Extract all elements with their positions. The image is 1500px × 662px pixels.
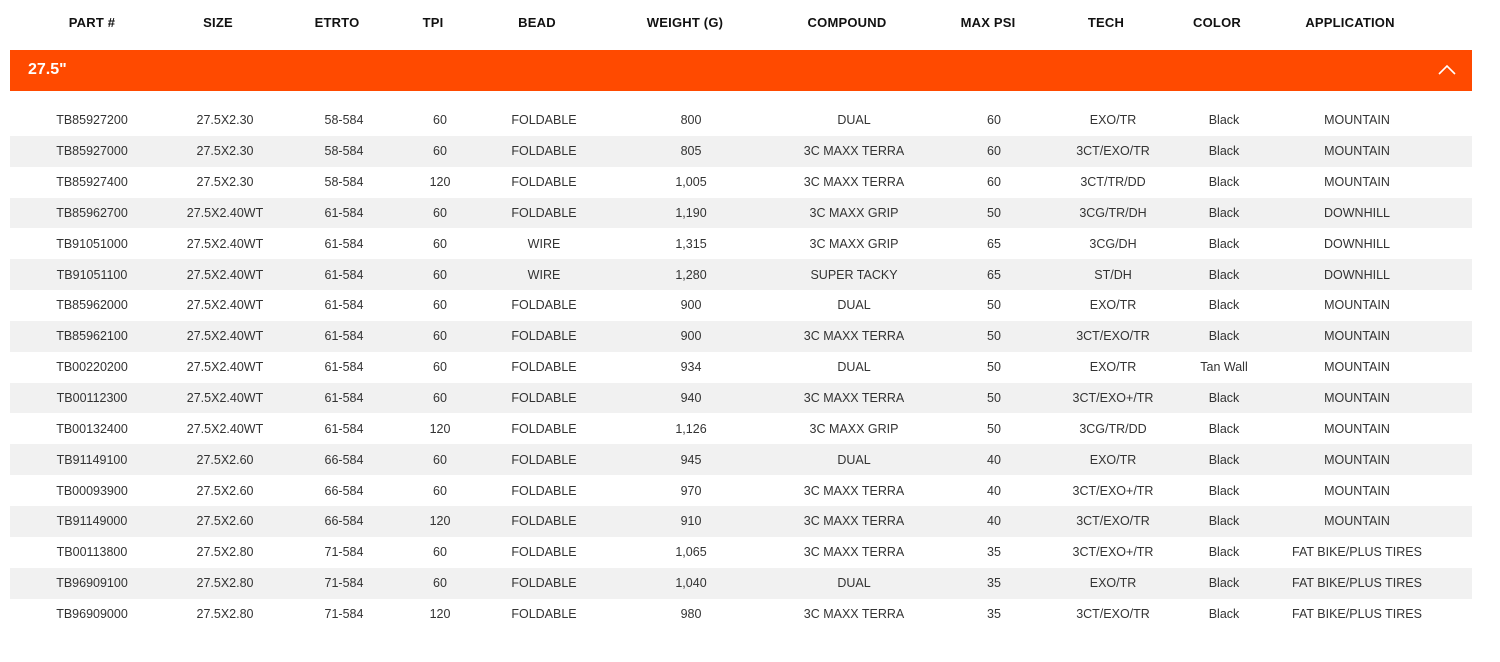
table-row [10, 568, 1472, 599]
cell-application: DOWNHILL [1324, 267, 1390, 282]
table-row [10, 537, 1472, 568]
cell-etrto: 58-584 [324, 144, 364, 159]
cell-compound: 3C MAXX TERRA [803, 545, 905, 560]
cell-part-number: TB85927000 [56, 144, 128, 159]
cell-tech: 3CG/DH [1089, 236, 1137, 251]
cell-tech: 3CT/EXO/TR [1076, 514, 1150, 529]
cell-weight: 934 [680, 360, 702, 375]
cell-tpi: 120 [429, 175, 451, 190]
chevron-up-icon[interactable] [1438, 63, 1456, 77]
cell-max-psi: 40 [987, 452, 1001, 467]
table-row [10, 136, 1472, 167]
cell-etrto: 61-584 [324, 421, 364, 436]
cell-weight: 970 [680, 483, 702, 498]
cell-max-psi: 50 [987, 421, 1001, 436]
cell-color: Black [1208, 606, 1240, 621]
cell-tpi: 60 [433, 452, 447, 467]
cell-weight: 1,315 [675, 236, 707, 251]
cell-size: 27.5X2.30 [196, 175, 254, 190]
header-tpi: TPI [422, 15, 444, 30]
cell-part-number: TB00220200 [56, 360, 128, 375]
cell-tech: 3CT/EXO+/TR [1072, 391, 1154, 406]
cell-compound: 3C MAXX TERRA [803, 329, 905, 344]
header-max-psi: MAX PSI [960, 15, 1016, 30]
cell-bead: FOLDABLE [511, 205, 577, 220]
cell-compound: SUPER TACKY [810, 267, 898, 282]
cell-max-psi: 65 [987, 236, 1001, 251]
cell-application: MOUNTAIN [1324, 329, 1390, 344]
cell-tpi: 60 [433, 483, 447, 498]
cell-compound: DUAL [837, 576, 871, 591]
cell-weight: 900 [680, 329, 702, 344]
cell-tech: EXO/TR [1089, 452, 1137, 467]
cell-weight: 980 [680, 606, 702, 621]
cell-size: 27.5X2.60 [196, 452, 254, 467]
cell-application: MOUNTAIN [1324, 113, 1390, 128]
cell-color: Black [1208, 545, 1240, 560]
header-compound: COMPOUND [807, 15, 887, 30]
cell-color: Black [1208, 483, 1240, 498]
section-title: 27.5" [28, 61, 67, 78]
cell-weight: 1,280 [675, 267, 707, 282]
cell-etrto: 61-584 [324, 205, 364, 220]
cell-tpi: 120 [429, 421, 451, 436]
cell-bead: FOLDABLE [511, 576, 577, 591]
cell-bead: WIRE [527, 267, 561, 282]
cell-compound: 3C MAXX TERRA [803, 483, 905, 498]
table-row [10, 352, 1472, 383]
cell-application: MOUNTAIN [1324, 391, 1390, 406]
cell-size: 27.5X2.40WT [186, 329, 264, 344]
cell-etrto: 61-584 [324, 360, 364, 375]
cell-weight: 1,126 [675, 421, 707, 436]
cell-tpi: 60 [433, 113, 447, 128]
table-row [10, 444, 1472, 475]
cell-size: 27.5X2.40WT [186, 298, 264, 313]
cell-size: 27.5X2.80 [196, 545, 254, 560]
cell-size: 27.5X2.40WT [186, 267, 264, 282]
cell-part-number: TB85962700 [56, 205, 128, 220]
cell-tech: 3CT/EXO/TR [1076, 144, 1150, 159]
cell-bead: FOLDABLE [511, 391, 577, 406]
cell-max-psi: 35 [987, 606, 1001, 621]
cell-etrto: 71-584 [324, 576, 364, 591]
cell-max-psi: 50 [987, 360, 1001, 375]
cell-weight: 940 [680, 391, 702, 406]
cell-tpi: 60 [433, 298, 447, 313]
cell-application: MOUNTAIN [1324, 514, 1390, 529]
cell-part-number: TB85962000 [56, 298, 128, 313]
cell-max-psi: 50 [987, 391, 1001, 406]
header-part-number: PART # [68, 15, 116, 30]
cell-size: 27.5X2.40WT [186, 421, 264, 436]
cell-tech: 3CT/EXO/TR [1076, 606, 1150, 621]
cell-bead: FOLDABLE [511, 452, 577, 467]
cell-color: Black [1208, 421, 1240, 436]
cell-weight: 945 [680, 452, 702, 467]
cell-compound: DUAL [837, 452, 871, 467]
cell-tpi: 60 [433, 205, 447, 220]
cell-bead: FOLDABLE [511, 514, 577, 529]
cell-compound: 3C MAXX GRIP [809, 236, 899, 251]
cell-max-psi: 50 [987, 298, 1001, 313]
cell-part-number: TB96909000 [56, 606, 128, 621]
cell-color: Black [1208, 391, 1240, 406]
table-row [10, 321, 1472, 352]
cell-bead: WIRE [527, 236, 561, 251]
cell-max-psi: 40 [987, 514, 1001, 529]
cell-bead: FOLDABLE [511, 360, 577, 375]
cell-bead: FOLDABLE [511, 113, 577, 128]
section-toggle-27-5[interactable] [10, 50, 1472, 91]
cell-size: 27.5X2.80 [196, 606, 254, 621]
cell-bead: FOLDABLE [511, 175, 577, 190]
cell-size: 27.5X2.60 [196, 483, 254, 498]
cell-compound: 3C MAXX GRIP [809, 205, 899, 220]
cell-tech: 3CG/TR/DH [1079, 205, 1147, 220]
header-etrto: ETRTO [314, 15, 360, 30]
cell-weight: 805 [680, 144, 702, 159]
cell-application: FAT BIKE/PLUS TIRES [1292, 606, 1422, 621]
cell-compound: 3C MAXX TERRA [803, 175, 905, 190]
header-color: COLOR [1193, 15, 1241, 30]
header-bead: BEAD [518, 15, 556, 30]
cell-weight: 1,005 [675, 175, 707, 190]
cell-color: Black [1208, 144, 1240, 159]
cell-color: Black [1208, 298, 1240, 313]
cell-color: Black [1208, 576, 1240, 591]
cell-size: 27.5X2.40WT [186, 236, 264, 251]
cell-application: MOUNTAIN [1324, 298, 1390, 313]
table-header-row [10, 0, 1472, 46]
cell-tpi: 60 [433, 391, 447, 406]
cell-tech: 3CT/EXO+/TR [1072, 483, 1154, 498]
cell-size: 27.5X2.30 [196, 113, 254, 128]
cell-compound: DUAL [837, 298, 871, 313]
cell-bead: FOLDABLE [511, 144, 577, 159]
cell-tpi: 60 [433, 545, 447, 560]
cell-max-psi: 60 [987, 175, 1001, 190]
cell-tpi: 120 [429, 606, 451, 621]
table-row [10, 383, 1472, 414]
cell-tpi: 60 [433, 576, 447, 591]
cell-weight: 800 [680, 113, 702, 128]
cell-bead: FOLDABLE [511, 483, 577, 498]
table-row [10, 198, 1472, 229]
cell-part-number: TB91149000 [56, 514, 128, 529]
header-application: APPLICATION [1305, 15, 1395, 30]
cell-weight: 900 [680, 298, 702, 313]
cell-color: Black [1208, 514, 1240, 529]
header-tech: TECH [1087, 15, 1125, 30]
cell-etrto: 66-584 [324, 452, 364, 467]
cell-tech: 3CG/TR/DD [1079, 421, 1147, 436]
cell-part-number: TB00132400 [56, 421, 128, 436]
cell-part-number: TB91051100 [56, 267, 128, 282]
cell-etrto: 58-584 [324, 113, 364, 128]
cell-color: Black [1208, 113, 1240, 128]
table-row [10, 105, 1472, 136]
cell-compound: 3C MAXX TERRA [803, 606, 905, 621]
table-row [10, 228, 1472, 259]
cell-compound: 3C MAXX TERRA [803, 514, 905, 529]
cell-tech: 3CT/EXO+/TR [1072, 545, 1154, 560]
cell-tpi: 60 [433, 236, 447, 251]
cell-part-number: TB00113800 [56, 545, 128, 560]
cell-etrto: 61-584 [324, 236, 364, 251]
cell-application: MOUNTAIN [1324, 360, 1390, 375]
cell-size: 27.5X2.40WT [186, 391, 264, 406]
cell-weight: 1,190 [675, 205, 707, 220]
cell-bead: FOLDABLE [511, 329, 577, 344]
table-row [10, 259, 1472, 290]
cell-max-psi: 35 [987, 545, 1001, 560]
cell-part-number: TB85927400 [56, 175, 128, 190]
cell-weight: 1,065 [675, 545, 707, 560]
cell-etrto: 58-584 [324, 175, 364, 190]
cell-compound: 3C MAXX GRIP [809, 421, 899, 436]
cell-tech: EXO/TR [1089, 298, 1137, 313]
table-row [10, 599, 1472, 630]
cell-max-psi: 50 [987, 205, 1001, 220]
header-size: SIZE [203, 15, 233, 30]
cell-etrto: 71-584 [324, 545, 364, 560]
cell-compound: 3C MAXX TERRA [803, 144, 905, 159]
cell-application: MOUNTAIN [1324, 421, 1390, 436]
cell-etrto: 61-584 [324, 391, 364, 406]
cell-tech: EXO/TR [1089, 360, 1137, 375]
table-row [10, 475, 1472, 506]
cell-bead: FOLDABLE [511, 421, 577, 436]
table-row [10, 290, 1472, 321]
cell-application: MOUNTAIN [1324, 452, 1390, 467]
cell-color: Black [1208, 267, 1240, 282]
cell-weight: 1,040 [675, 576, 707, 591]
cell-color: Black [1208, 205, 1240, 220]
cell-etrto: 66-584 [324, 514, 364, 529]
cell-size: 27.5X2.60 [196, 514, 254, 529]
cell-tech: ST/DH [1094, 267, 1132, 282]
cell-max-psi: 60 [987, 113, 1001, 128]
cell-part-number: TB91149100 [56, 452, 128, 467]
table-row [10, 167, 1472, 198]
cell-size: 27.5X2.40WT [186, 360, 264, 375]
cell-tpi: 60 [433, 329, 447, 344]
cell-part-number: TB91051000 [56, 236, 128, 251]
cell-part-number: TB96909100 [56, 576, 128, 591]
cell-compound: DUAL [837, 360, 871, 375]
cell-bead: FOLDABLE [511, 545, 577, 560]
cell-weight: 910 [680, 514, 702, 529]
cell-color: Black [1208, 329, 1240, 344]
cell-part-number: TB85927200 [56, 113, 128, 128]
cell-application: FAT BIKE/PLUS TIRES [1292, 576, 1422, 591]
cell-bead: FOLDABLE [511, 606, 577, 621]
cell-etrto: 71-584 [324, 606, 364, 621]
cell-compound: 3C MAXX TERRA [803, 391, 905, 406]
cell-application: MOUNTAIN [1324, 175, 1390, 190]
cell-part-number: TB00093900 [56, 483, 128, 498]
cell-tpi: 60 [433, 360, 447, 375]
cell-max-psi: 40 [987, 483, 1001, 498]
cell-application: MOUNTAIN [1324, 144, 1390, 159]
cell-max-psi: 35 [987, 576, 1001, 591]
cell-color: Black [1208, 236, 1240, 251]
cell-part-number: TB00112300 [56, 391, 128, 406]
cell-color: Black [1208, 175, 1240, 190]
cell-part-number: TB85962100 [56, 329, 128, 344]
table-body [10, 105, 1472, 629]
cell-tech: 3CT/TR/DD [1080, 175, 1146, 190]
cell-tech: 3CT/EXO/TR [1076, 329, 1150, 344]
cell-size: 27.5X2.80 [196, 576, 254, 591]
cell-tech: EXO/TR [1089, 113, 1137, 128]
table-row [10, 506, 1472, 537]
cell-max-psi: 65 [987, 267, 1001, 282]
cell-application: MOUNTAIN [1324, 483, 1390, 498]
cell-bead: FOLDABLE [511, 298, 577, 313]
header-weight: WEIGHT (G) [646, 15, 724, 30]
cell-etrto: 61-584 [324, 329, 364, 344]
cell-tpi: 60 [433, 144, 447, 159]
cell-application: DOWNHILL [1324, 236, 1390, 251]
cell-etrto: 61-584 [324, 267, 364, 282]
cell-application: FAT BIKE/PLUS TIRES [1292, 545, 1422, 560]
cell-max-psi: 60 [987, 144, 1001, 159]
cell-application: DOWNHILL [1324, 205, 1390, 220]
cell-color: Black [1208, 452, 1240, 467]
cell-etrto: 61-584 [324, 298, 364, 313]
cell-etrto: 66-584 [324, 483, 364, 498]
cell-compound: DUAL [837, 113, 871, 128]
cell-max-psi: 50 [987, 329, 1001, 344]
cell-size: 27.5X2.40WT [186, 205, 264, 220]
cell-size: 27.5X2.30 [196, 144, 254, 159]
table-row [10, 413, 1472, 444]
cell-color: Tan Wall [1200, 360, 1248, 375]
cell-tech: EXO/TR [1089, 576, 1137, 591]
cell-tpi: 120 [429, 514, 451, 529]
cell-tpi: 60 [433, 267, 447, 282]
